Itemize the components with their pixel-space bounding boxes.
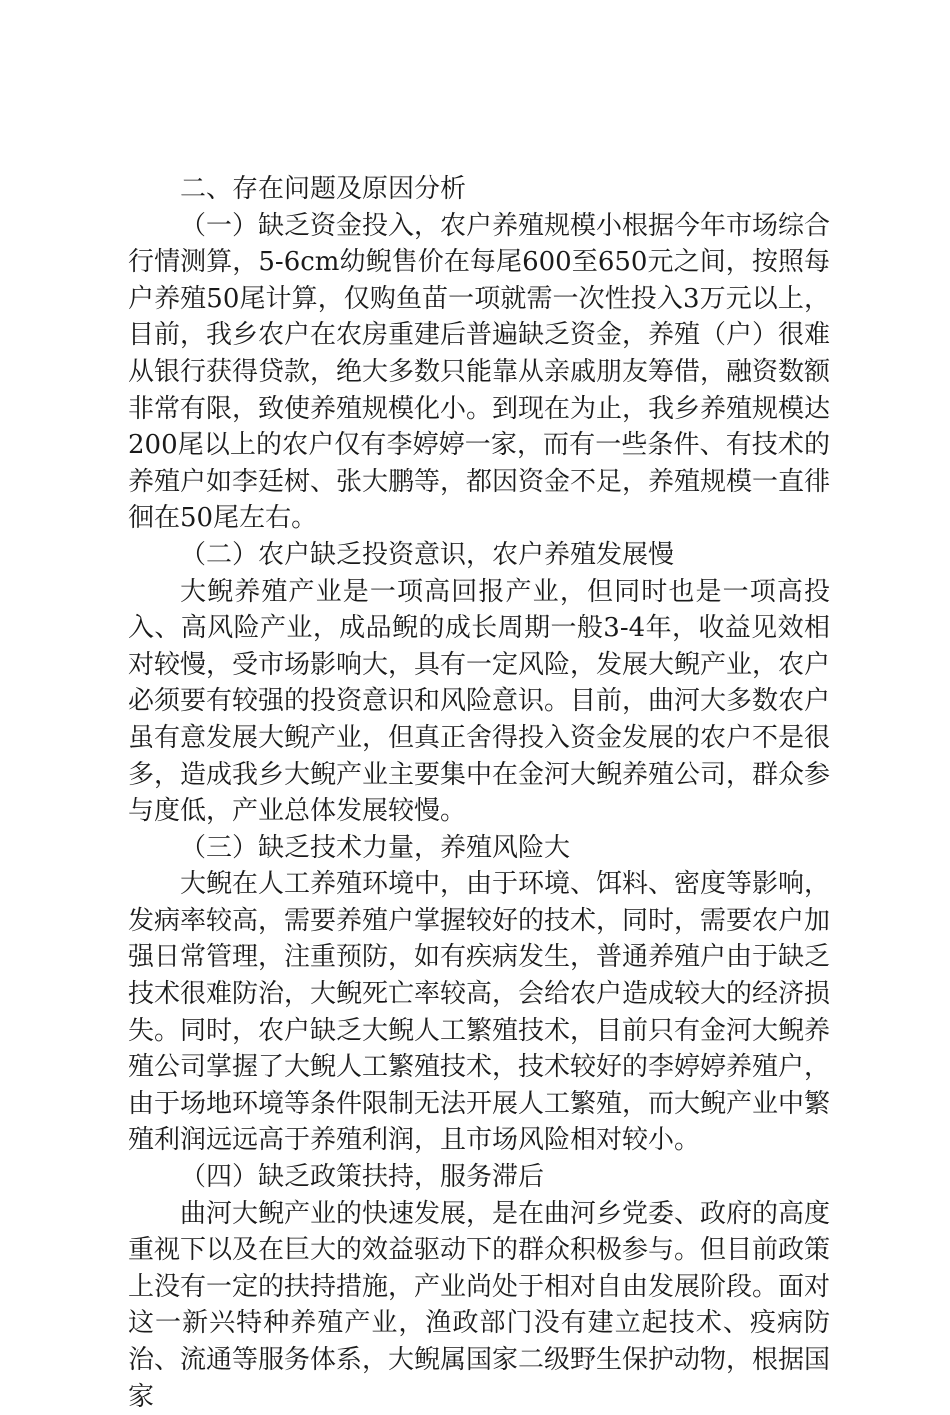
subheading-policy: （四）缺乏政策扶持，服务滞后 <box>180 1162 545 1193</box>
paragraph-funding: （一）缺乏资金投入，农户养殖规模小根据今年市场综合行情测算，5-6cm幼鲵售价在每尾600至650元之间，按照每户养殖50尾计算，仅购鱼苗一项就需一次性投入3万元以上，目前，我乡农户在农房重建后普遍缺乏资金，养殖（户）很难从银行获得贷款，绝大多数只能靠从亲戚朋友筹借，融资数额非常有限，致使养殖规模化小。到现在为止，我乡养殖规模达200尾以上的农户仅有李婷婷一家，而有一些条件、有技术的养殖户如李廷树、张大鹏等，都因资金不足，养殖规模一直徘徊在50尾左右。 <box>128 210 831 534</box>
subheading-technology: （三）缺乏技术力量，养殖风险大 <box>180 832 571 863</box>
document-body <box>128 171 830 1415</box>
section-heading: 二、存在问题及原因分析 <box>180 174 467 204</box>
paragraph-investment: 大鲵养殖产业是一项高回报产业，但同时也是一项高投入、高风险产业，成品鲵的成长周期一般3-4年，收益见效相对较慢，受市场影响大，具有一定风险，发展大鲵产业，农户必须要有较强的投资意识和风险意识。目前，曲河大多数农户虽有意发展大鲵产业，但真正舍得投入资金发展的农户不是很多，造成我乡大鲵产业主要集中在金河大鲵养殖公司，群众参与度低，产业总体发展较慢。 <box>128 576 831 827</box>
paragraph-policy: 曲河大鲵产业的快速发展，是在曲河乡党委、政府的高度重视下以及在巨大的效益驱动下的群众积极参与。但目前政策上没有一定的扶持措施，产业尚处于相对自由发展阶段。面对这一新兴特种养殖产业，渔政部门没有建立起技术、疫病防治、流通等服务体系，大鲵属国家二级野生保护动物，根据国家 <box>128 1198 831 1412</box>
subheading-investment: （二）农户缺乏投资意识，农户养殖发展慢 <box>180 539 675 570</box>
paragraph-technology: 大鲵在人工养殖环境中，由于环境、饵料、密度等影响，发病率较高，需要养殖户掌握较好的技术，同时，需要农户加强日常管理，注重预防，如有疾病发生，普通养殖户由于缺乏技术很难防治，大鲵死亡率较高，会给农户造成较大的经济损失。同时，农户缺乏大鲵人工繁殖技术，目前只有金河大鲵养殖公司掌握了大鲵人工繁殖技术，技术较好的李婷婷养殖户，由于场地环境等条件限制无法开展人工繁殖，而大鲵产业中繁殖利润远远高于养殖利润，且市场风险相对较小。 <box>128 869 831 1156</box>
